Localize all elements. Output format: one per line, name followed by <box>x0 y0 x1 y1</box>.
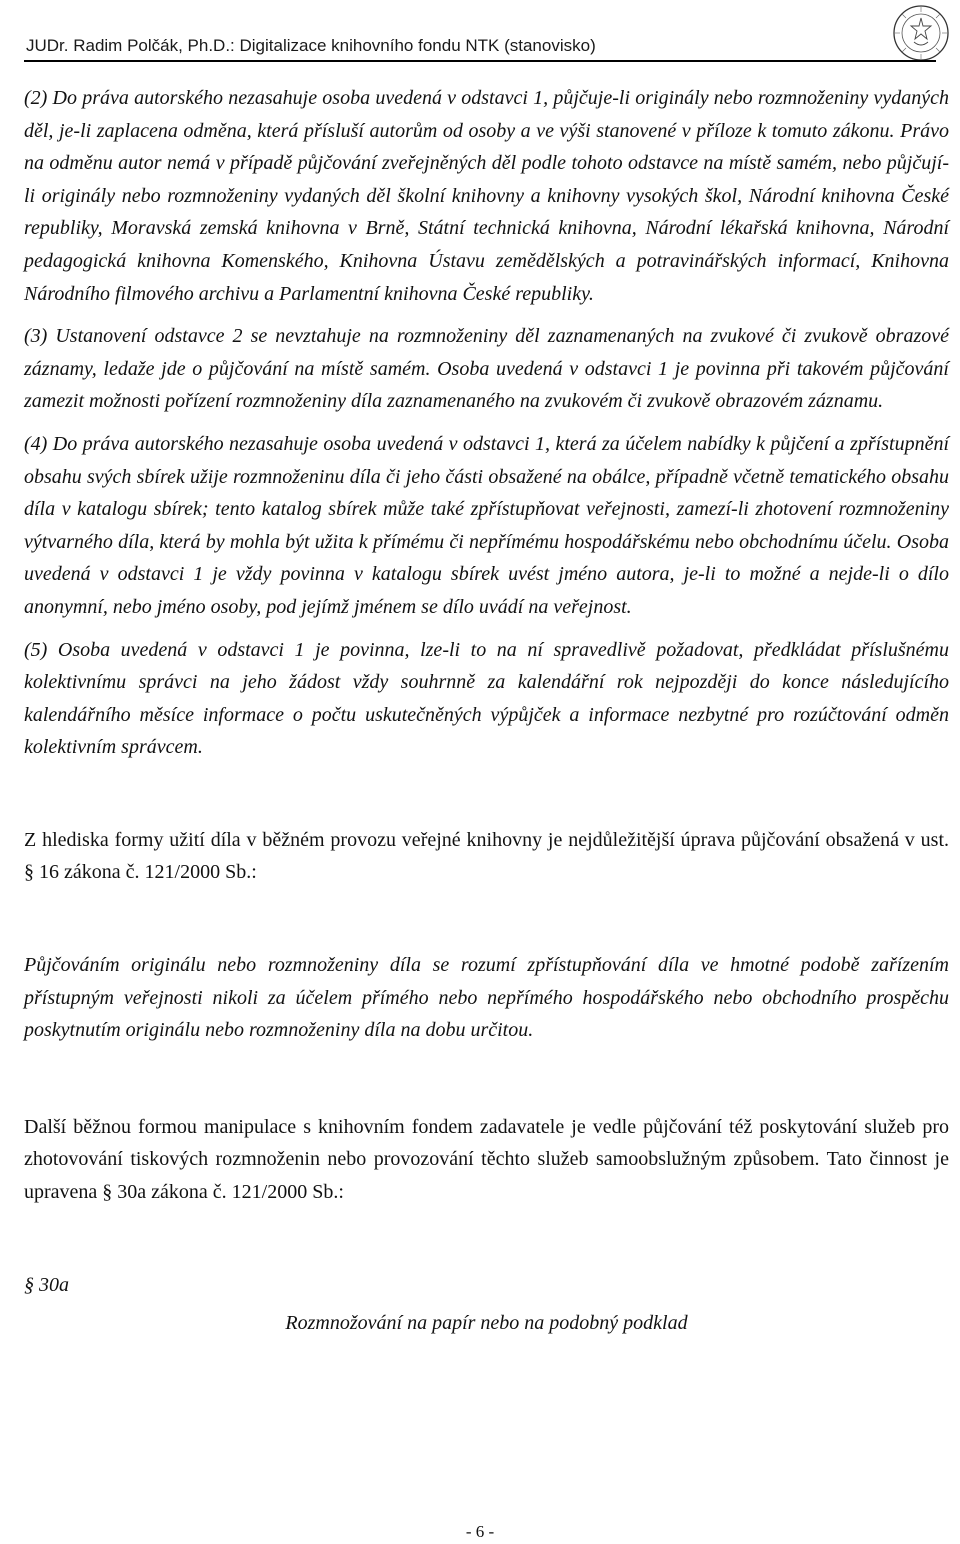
law-paragraph-3-text: (3) Ustanovení odstavce 2 se nevztahuje na rozmnoženiny děl zaznamenaných na zvukové či zvukově obrazové záznamy, ledaže jde o půjčování na místě samém. <box>24 325 949 380</box>
body-paragraph-1: Z hlediska formy užití díla v běžném provozu veřejné knihovny je nejdůležitější úprava půjčování obsažená v ust. § 16 zákona č. 121/2000 Sb.: <box>24 828 949 884</box>
section-title: Rozmnožování na papír nebo na podobný podklad <box>285 1312 688 1335</box>
law-paragraph-4-continuation: Osoba uvedená v odstavci 1 je vždy povinna v katalogu sbírek uvést jméno autora, je-li to možné a nejde-li o dílo anonymní, nebo jméno osoby, pod jejímž jménem se dílo uvádí na veřejnost. <box>24 530 949 618</box>
law-paragraph-2-continuation: Právo na odměnu autor nemá v případě půjčování zveřejněných děl podle tohoto odstavce na místě samém, nebo půjčují-li originály nebo rozmnoženiny vydaných děl školní knihovny a knihovny vysokých škol, Národní knihovna České republiky, Moravská zemská knihovna v Brně, Státní technická knihovna, Národní lékařská knihovna, Národní pedagogická knihovna Komenského, Knihovna Ústavu zemědělských a potravinářských informací, Knihovna Národního filmového archivu a Parlamentní knihovna České republiky. <box>24 119 949 305</box>
header-rule <box>24 60 936 62</box>
law-paragraph-2 <box>24 82 949 310</box>
section-number: § 30a <box>24 1273 69 1296</box>
law-paragraph-4-text: (4) Do práva autorského nezasahuje osoba uvedená v odstavci 1, která za účelem nabídky k půjčení a zpřístupnění obsahu svých sbírek užije rozmnoženinu díla či jeho části obsažené na obálce, případně včetně tematického obsahu díla v katalogu sbírek; tento katalog sbírek může také zpřístupňovat veřejnosti, zamezí-li zhotovení rozmnoženiny výtvarného díla, která by mohla být užita k přímému či nepřímému hospodářskému nebo obchodnímu účelu. <box>24 432 949 553</box>
law-paragraph-3-continuation: Osoba uvedená v odstavci 1 je povinna při takovém půjčování zamezit možnosti pořízení rozmnoženiny díla zaznamenaného na zvukovém či zvukově obrazovém záznamu. <box>24 357 949 413</box>
law-paragraph-4 <box>24 428 949 624</box>
document-body <box>24 82 949 1340</box>
quoted-definition: Půjčováním originálu nebo rozmnoženiny díla se rozumí zpřístupňování díla ve hmotné podobě zařízením přístupným veřejnosti nikoli za účelem přímého nebo nepřímého hospodářského nebo obchodního prospěchu poskytnutím originálu nebo rozmnoženiny díla na dobu určitou. <box>24 954 949 1042</box>
page-number: - 6 - <box>465 1522 495 1541</box>
running-header: JUDr. Radim Polčák, Ph.D.: Digitalizace knihovního fondu NTK (stanovisko) <box>26 36 596 55</box>
body-paragraph-2: Další běžnou formou manipulace s knihovním fondem zadavatele je vedle půjčování též poskytování služeb pro zhotovování tiskových rozmnoženin nebo provozování těchto služeb samoobslužným způsobem. Tato činnost je upravena § 30a zákona č. 121/2000 Sb.: <box>24 1115 949 1204</box>
law-paragraph-5: (5) Osoba uvedená v odstavci 1 je povinna, lze-li to na ní spravedlivě požadovat, předkládat příslušnému kolektivnímu správci na jeho žádost vždy souhrnně za kalendářní rok nejpozději do konce následujícího kalendářního měsíce informace o počtu uskutečněných výpůjček a informace nezbytné pro rozúčtování odměn kolektivním správcem. <box>24 638 949 759</box>
law-paragraph-2-text: (2) Do práva autorského nezasahuje osoba uvedená v odstavci 1, půjčuje-li originály nebo rozmnoženiny vydaných děl, je-li zaplacena odměna, která přísluší autorům od osoby a ve výši stanovené v příloze k tomuto zákonu. <box>24 87 949 142</box>
university-seal-icon <box>892 4 950 62</box>
law-paragraph-3 <box>24 320 949 418</box>
